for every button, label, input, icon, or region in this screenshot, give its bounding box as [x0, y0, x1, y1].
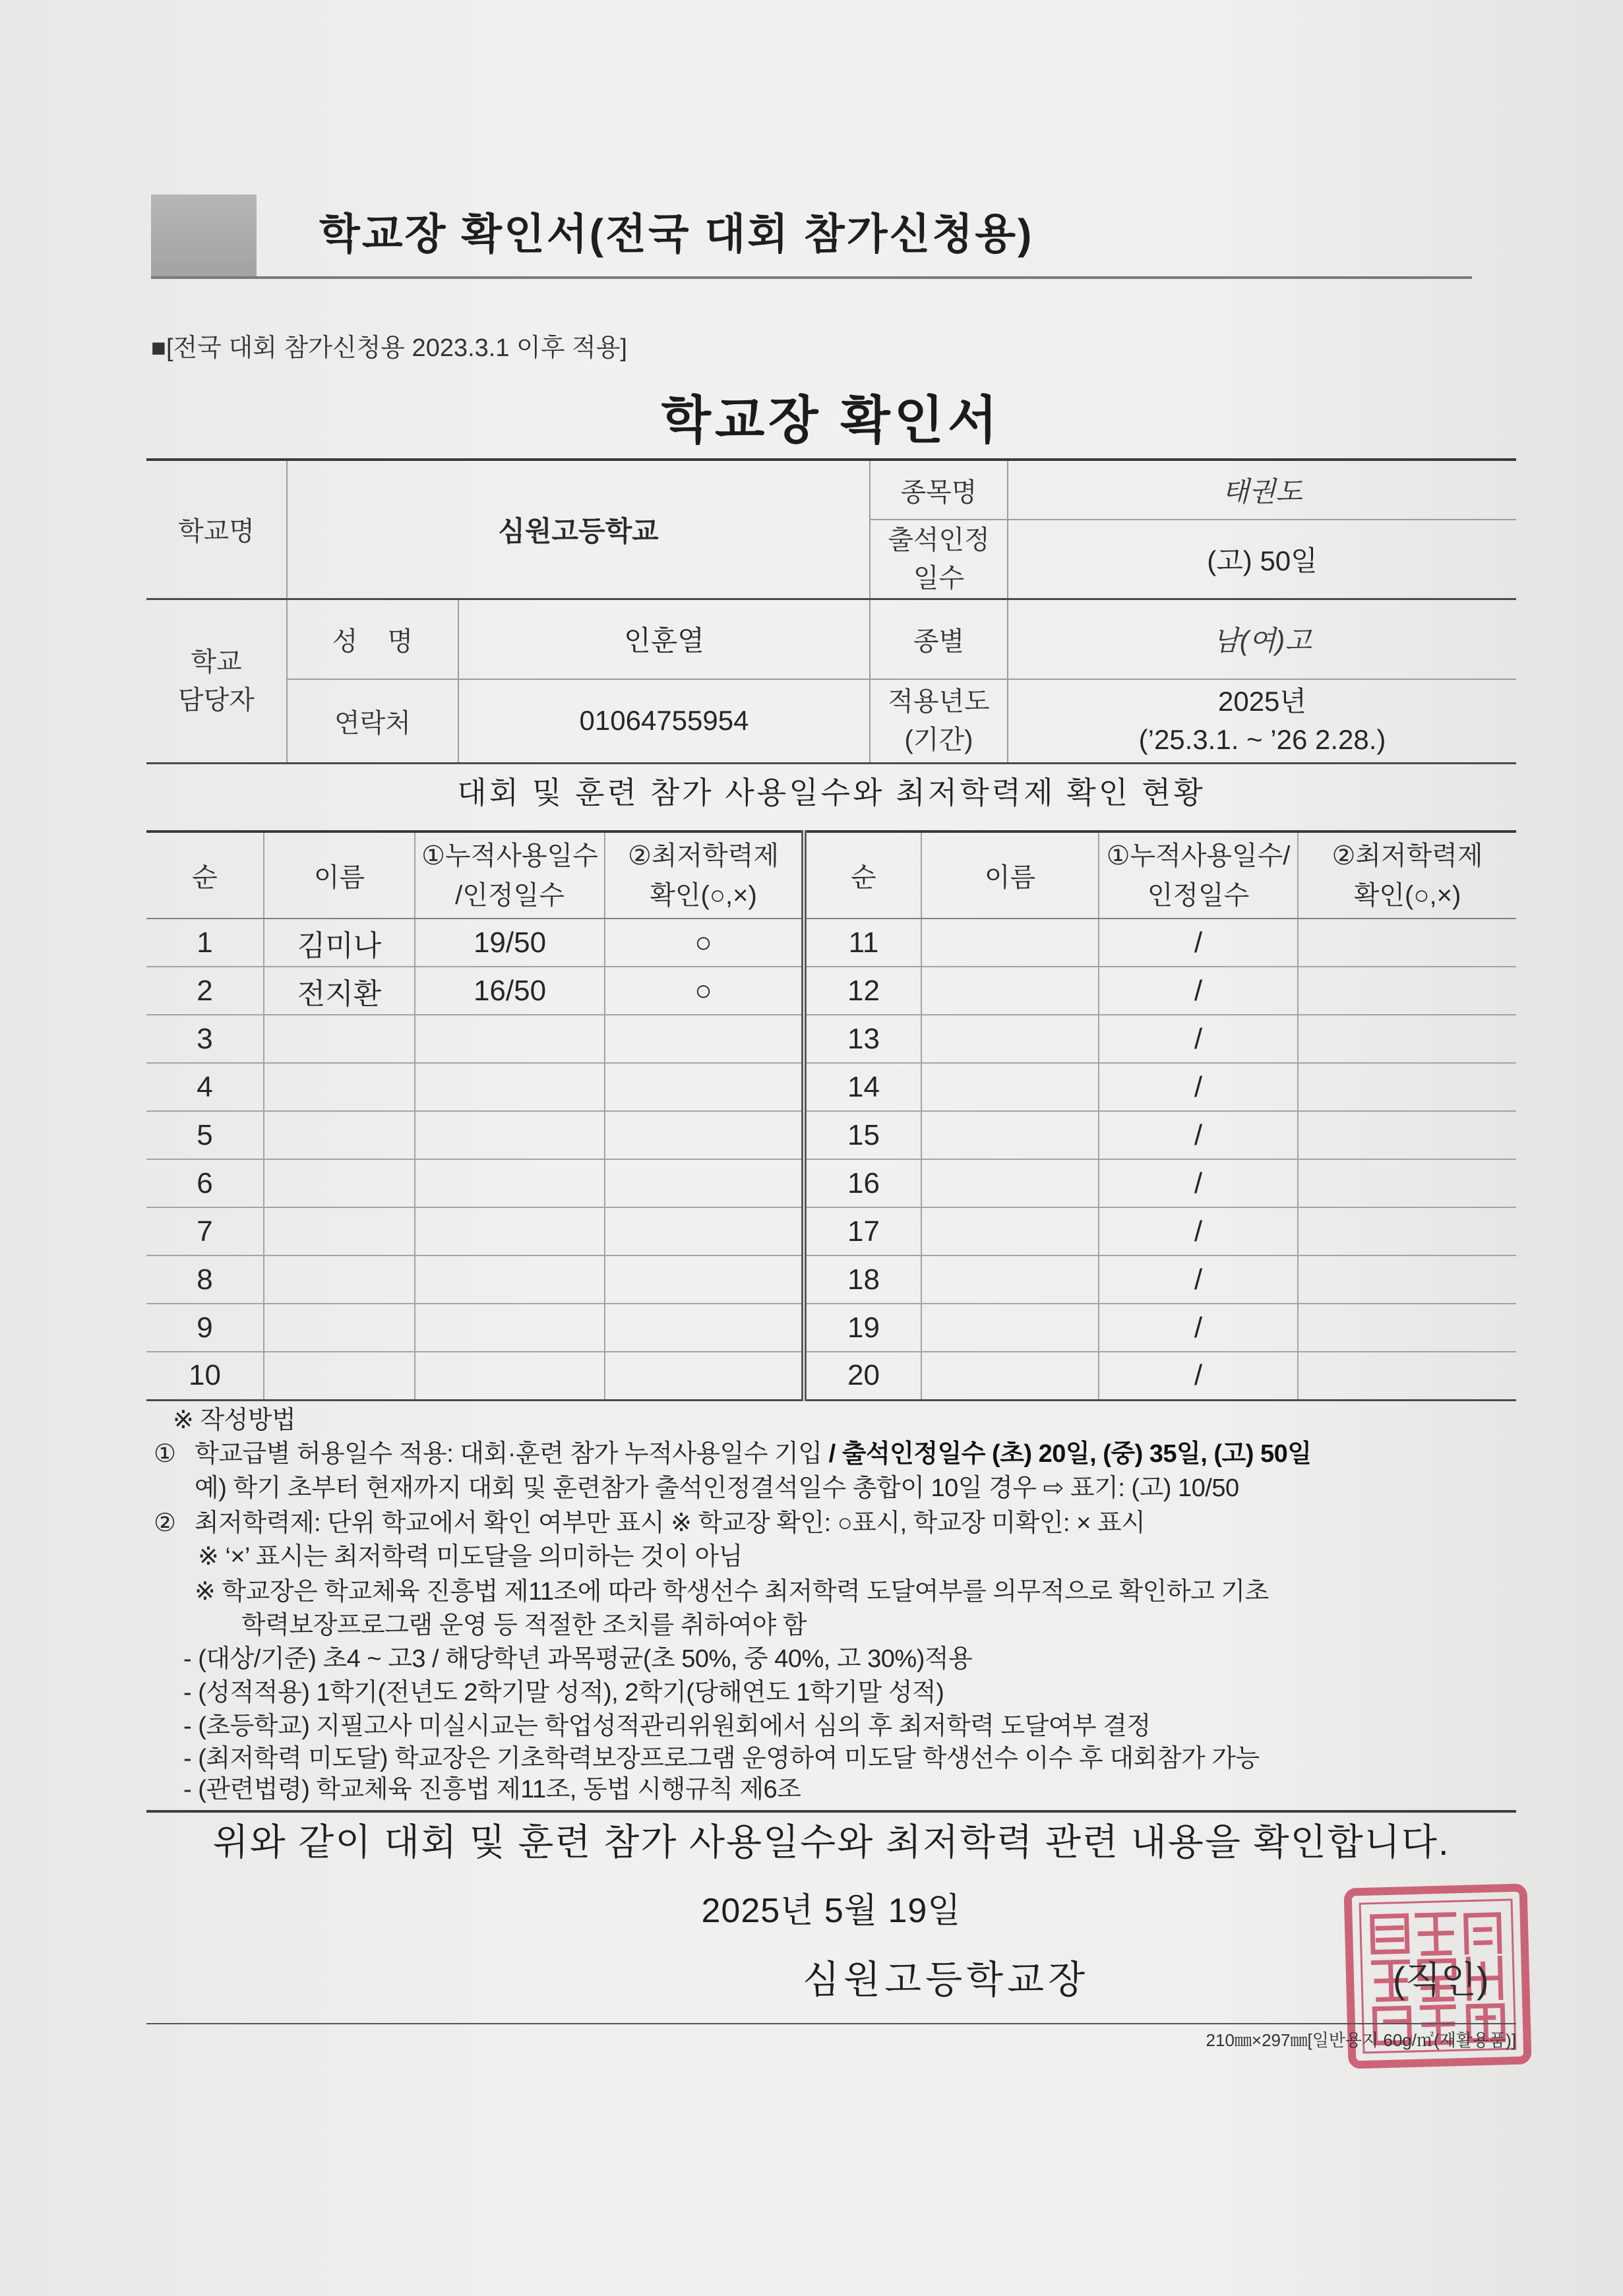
right-days-used-cell: /: [1099, 1207, 1298, 1255]
left-days-header: [415, 831, 605, 919]
right-student-name-cell: [921, 1015, 1099, 1063]
left-student-name-cell: [264, 1207, 415, 1255]
left-days-used-cell: [415, 1015, 605, 1063]
left-row-number-cell: 7: [146, 1207, 264, 1255]
instructions-divider: [146, 1810, 1516, 1813]
confirmation-statement: 위와 같이 대회 및 훈련 참가 사용일수와 최저학력 관련 내용을 확인합니다.: [212, 1821, 1450, 1863]
left-academic-check-cell: [605, 1255, 804, 1304]
right-academic-check-cell: [1298, 1352, 1516, 1400]
right-days-used-cell: /: [1099, 1352, 1298, 1400]
criteria-line: - (초등학교) 지필고사 미실시교는 학업성적관리위원회에서 심의 후 최저학력 도달여부 결정: [183, 1712, 1151, 1740]
left-academic-check-cell: [605, 1111, 804, 1159]
right-days-header-line-1: ①누적사용일수/: [1106, 841, 1291, 870]
item-2-note-2: ※ 학교장은 학교체육 진흥법 제11조에 따라 학생선수 최저학력 도달여부를 의무적으로 확인하고 기초: [195, 1578, 1269, 1606]
item-1-emphasis: / 출석인정일수 (초) 20일, (중) 35일, (고) 50일: [828, 1440, 1312, 1468]
right-academic-check-cell: [1298, 1207, 1516, 1255]
left-academic-check-cell: [605, 1063, 804, 1111]
left-row-number-cell: 6: [146, 1159, 264, 1207]
period-value: [1008, 679, 1516, 763]
manager-label-line-2: 담당자: [178, 685, 255, 715]
right-days-used-cell: /: [1099, 1255, 1298, 1304]
left-student-name-cell: [264, 1304, 415, 1352]
right-days-header: [1099, 831, 1298, 919]
manager-name-value: 인훈열: [458, 599, 870, 679]
instructions-heading: ※ 작성방법: [173, 1406, 296, 1434]
item-1-marker: ①: [154, 1440, 176, 1468]
left-days-used-cell: 19/50: [415, 919, 605, 967]
manager-label-line-1: 학교: [191, 647, 242, 677]
left-academic-check-cell: [605, 1159, 804, 1207]
left-days-used-cell: [415, 1111, 605, 1159]
right-days-used-cell: /: [1099, 1015, 1298, 1063]
status-section-title: 대회 및 훈련 참가 사용일수와 최저학력제 확인 현황: [457, 775, 1206, 810]
left-row-number-cell: 9: [146, 1304, 264, 1352]
left-row-number-cell: 3: [146, 1015, 264, 1063]
left-row-number-cell: 1: [146, 919, 264, 967]
left-academic-check-cell: [605, 1352, 804, 1400]
right-row-number-cell: 13: [804, 1015, 921, 1063]
contact-label: 연락처: [287, 679, 458, 763]
right-academic-check-cell: [1298, 1111, 1516, 1159]
info-row-contact: [146, 679, 1516, 763]
right-row-number-cell: 20: [804, 1352, 921, 1400]
left-student-name-cell: [264, 1159, 415, 1207]
footer-rule: [146, 2023, 1516, 2024]
left-academic-check-cell: ○: [605, 967, 804, 1015]
item-2-note-2-continued: 학력보장프로그램 운영 등 적절한 조치를 취하여야 함: [241, 1612, 807, 1639]
sport-value: 태권도: [1008, 460, 1516, 520]
left-days-used-cell: [415, 1255, 605, 1304]
left-row-number-cell: 4: [146, 1063, 264, 1111]
left-academic-check-cell: ○: [605, 919, 804, 967]
right-student-name-cell: [921, 1304, 1099, 1352]
left-student-name-cell: 전지환: [264, 967, 415, 1015]
period-label-line-2: (기간): [904, 725, 973, 755]
right-row-number-cell: 16: [804, 1159, 921, 1207]
right-academic-check-cell: [1298, 967, 1516, 1015]
attendance-label-line-2: 일수: [913, 563, 965, 593]
item-1-example: 예) 학기 초부터 현재까지 대회 및 훈련참가 출석인정결석일수 총합이 10일 경우 ⇨ 표기: (고) 10/50: [195, 1474, 1239, 1502]
status-header-row: [146, 831, 1516, 919]
left-check-header: [605, 831, 804, 919]
left-number-header: 순: [146, 831, 264, 919]
right-row-number-cell: 14: [804, 1063, 921, 1111]
right-student-name-cell: [921, 1111, 1099, 1159]
right-row-number-cell: 18: [804, 1255, 921, 1304]
status-row: [146, 1352, 1516, 1400]
right-days-used-cell: /: [1099, 1159, 1298, 1207]
participation-status-table: [146, 830, 1516, 1401]
confirmation-date: 2025년 5월 19일: [701, 1892, 962, 1930]
attendance-days-label: [870, 520, 1008, 599]
right-student-name-cell: [921, 1063, 1099, 1111]
right-check-header: [1298, 831, 1516, 919]
left-student-name-cell: [264, 1352, 415, 1400]
left-row-number-cell: 5: [146, 1111, 264, 1159]
right-days-used-cell: /: [1099, 1063, 1298, 1111]
status-row: [146, 1111, 1516, 1159]
item-1-text: 학교급별 허용일수 적용: 대회·훈련 참가 누적사용일수 기입: [195, 1440, 829, 1468]
criteria-line: - (관련법령) 학교체육 진흥법 제11조, 동법 시행규칙 제6조: [183, 1776, 801, 1803]
header-title: 학교장 확인서(전국 대회 참가신청용): [319, 210, 1034, 258]
right-student-name-cell: [921, 1207, 1099, 1255]
item-2-marker: ②: [154, 1509, 176, 1537]
left-student-name-cell: [264, 1255, 415, 1304]
right-number-header: 순: [804, 831, 921, 919]
right-name-header: 이름: [921, 831, 1099, 919]
item-2-text: 최저학력제: 단위 학교에서 확인 여부만 표시 ※ 학교장 확인: ○표시, 학교장 미확인: × 표시: [195, 1509, 1146, 1537]
attendance-days-value: (고) 50일: [1008, 520, 1516, 599]
right-check-header-line-2: 확인(○,×): [1353, 880, 1461, 910]
left-days-used-cell: 16/50: [415, 967, 605, 1015]
right-academic-check-cell: [1298, 1304, 1516, 1352]
right-days-header-line-2: 인정일수: [1147, 880, 1250, 910]
school-name-label: 학교명: [146, 460, 287, 599]
left-student-name-cell: 김미나: [264, 919, 415, 967]
category-label: 종별: [870, 599, 1008, 679]
right-row-number-cell: 19: [804, 1304, 921, 1352]
left-days-used-cell: [415, 1304, 605, 1352]
school-name-value: 심원고등학교: [287, 460, 870, 599]
instruction-item-2: [154, 1507, 1145, 1540]
right-days-used-cell: /: [1099, 967, 1298, 1015]
criteria-line: - (최저학력 미도달) 학교장은 기초학력보장프로그램 운영하여 미도달 학생선수 이수 후 대회참가 가능: [183, 1745, 1260, 1772]
right-student-name-cell: [921, 1255, 1099, 1304]
info-row-manager: [146, 599, 1516, 679]
applicable-year: 2025년: [1217, 686, 1306, 717]
status-row: [146, 1207, 1516, 1255]
status-row: [146, 1159, 1516, 1207]
left-check-header-line-2: 확인(○,×): [650, 880, 757, 910]
right-row-number-cell: 12: [804, 967, 921, 1015]
right-academic-check-cell: [1298, 1063, 1516, 1111]
school-manager-label: [146, 599, 287, 763]
right-row-number-cell: 17: [804, 1207, 921, 1255]
left-days-header-line-2: /인정일수: [455, 880, 565, 910]
status-row: [146, 1063, 1516, 1111]
paper-spec: 210㎜×297㎜[일반용지 60g/㎡(재활용품)]: [1206, 2030, 1516, 2050]
right-student-name-cell: [921, 919, 1099, 967]
left-row-number-cell: 2: [146, 967, 264, 1015]
right-days-used-cell: /: [1099, 919, 1298, 967]
status-row: [146, 967, 1516, 1015]
criteria-line: - (성적적용) 1학기(전년도 2학기말 성적), 2학기(당해연도 1학기말 성적): [183, 1679, 944, 1707]
right-student-name-cell: [921, 1159, 1099, 1207]
manager-name-label: 성 명: [287, 599, 458, 679]
left-row-number-cell: 8: [146, 1255, 264, 1304]
applicable-period: (’25.3.1. ~ ’26 2.28.): [1138, 724, 1386, 756]
left-academic-check-cell: [605, 1207, 804, 1255]
left-student-name-cell: [264, 1111, 415, 1159]
criteria-line: - (대상/기준) 초4 ~ 고3 / 해당학년 과목평균(초 50%, 중 40%, 고 30%)적용: [183, 1645, 973, 1673]
left-student-name-cell: [264, 1015, 415, 1063]
right-student-name-cell: [921, 967, 1099, 1015]
status-row: [146, 1015, 1516, 1063]
left-academic-check-cell: [605, 1304, 804, 1352]
status-rows: [146, 919, 1516, 1400]
header-accent-block: [151, 195, 257, 277]
attendance-label-line-1: 출석인정: [888, 525, 990, 555]
sport-label: 종목명: [870, 460, 1008, 520]
right-academic-check-cell: [1298, 1255, 1516, 1304]
period-label: [870, 679, 1008, 763]
category-value: 남(여)고: [1008, 599, 1516, 679]
right-academic-check-cell: [1298, 1159, 1516, 1207]
instruction-item-1: [154, 1437, 1311, 1470]
right-row-number-cell: 11: [804, 919, 921, 967]
right-days-used-cell: /: [1099, 1111, 1298, 1159]
official-seal-label: (직인): [1393, 1959, 1489, 2001]
applicability-notice: ■[전국 대회 참가신청용 2023.3.1 이후 적용]: [151, 334, 627, 362]
left-days-used-cell: [415, 1207, 605, 1255]
period-label-line-1: 적용년도: [888, 687, 990, 717]
status-row: [146, 1255, 1516, 1304]
right-row-number-cell: 15: [804, 1111, 921, 1159]
left-academic-check-cell: [605, 1015, 804, 1063]
left-check-header-line-1: ②최저학력제: [627, 841, 780, 870]
status-row: [146, 919, 1516, 967]
left-days-used-cell: [415, 1352, 605, 1400]
school-info-table: [146, 458, 1516, 764]
header-rule: [151, 276, 1472, 279]
left-name-header: 이름: [264, 831, 415, 919]
info-row-sport: [146, 460, 1516, 520]
right-student-name-cell: [921, 1352, 1099, 1400]
right-days-used-cell: /: [1099, 1304, 1298, 1352]
left-student-name-cell: [264, 1063, 415, 1111]
left-days-used-cell: [415, 1063, 605, 1111]
item-2-note-1: ※ ‘×’ 표시는 최저학력 미도달을 의미하는 것이 아님: [198, 1543, 743, 1571]
left-days-used-cell: [415, 1159, 605, 1207]
status-row: [146, 1304, 1516, 1352]
right-academic-check-cell: [1298, 1015, 1516, 1063]
contact-value: 01064755954: [458, 679, 870, 763]
left-row-number-cell: 10: [146, 1352, 264, 1400]
right-check-header-line-1: ②최저학력제: [1332, 841, 1483, 870]
right-academic-check-cell: [1298, 919, 1516, 967]
form-title: 학교장 확인서: [661, 391, 1002, 449]
left-days-header-line-1: ①누적사용일수: [421, 841, 598, 870]
principal-signature-name: 심원고등학교장: [803, 1958, 1089, 2001]
